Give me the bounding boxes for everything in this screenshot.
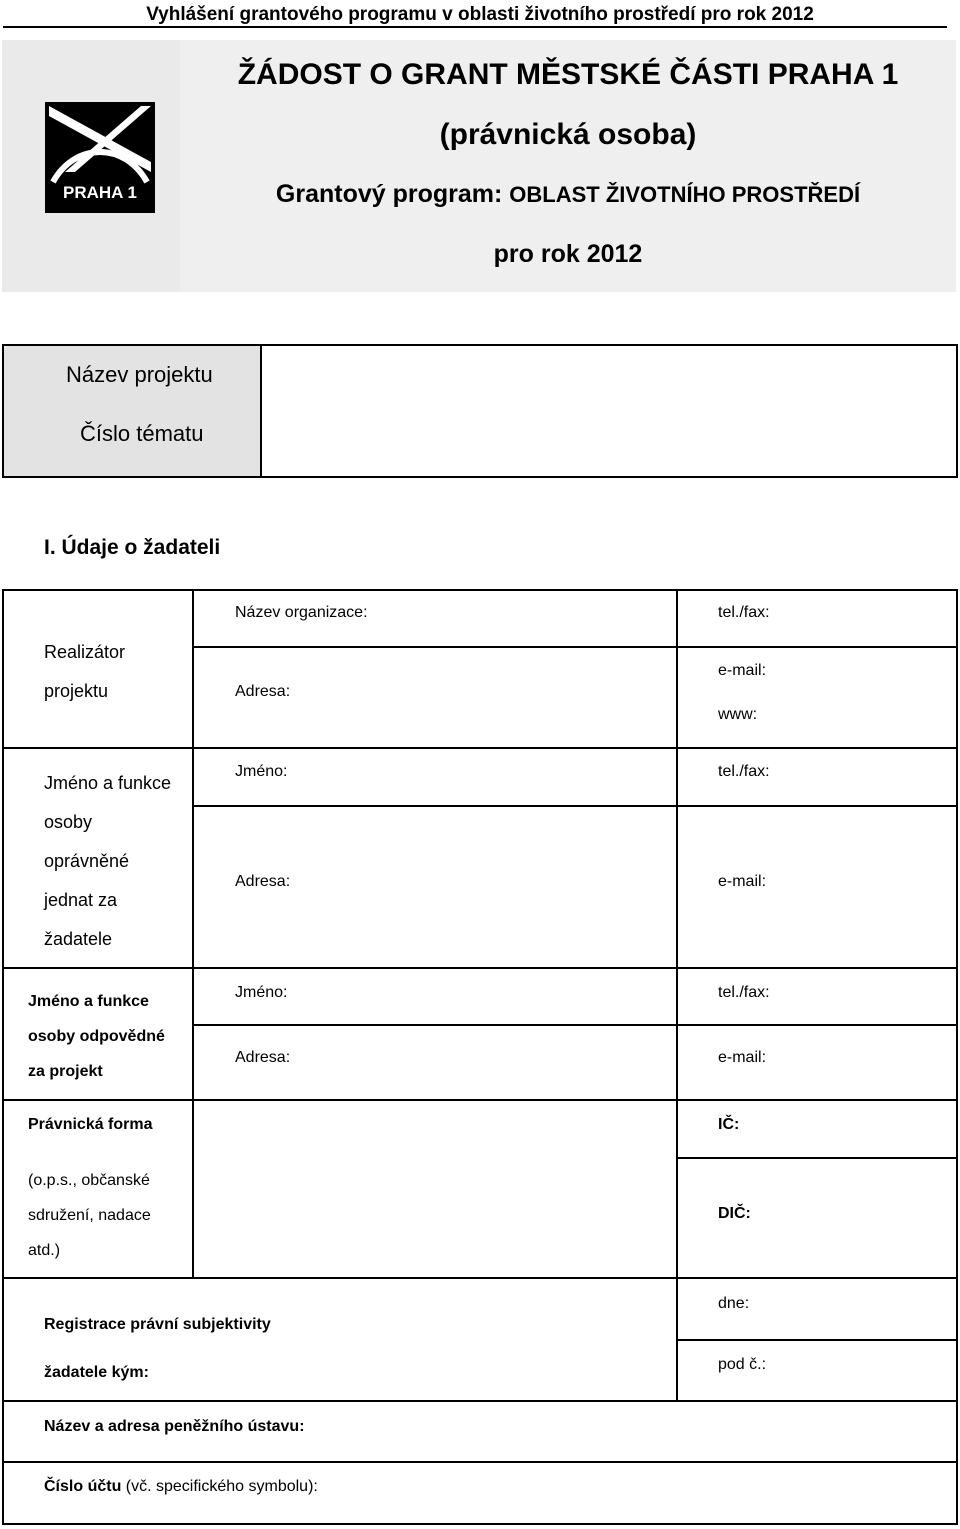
legal-form-label: Právnická forma — [28, 1116, 153, 1133]
responsible-name-label: Jméno: — [235, 984, 288, 1001]
grant-program: Grantový program: OBLAST ŽIVOTNÍHO PROSTŘEDÍ — [275, 180, 861, 208]
authorized-person-label: Jméno a funkce osoby oprávněné jednat za žadatele — [44, 773, 172, 949]
row-divider — [2, 1099, 958, 1101]
registration-number-label: pod č.: — [718, 1356, 767, 1373]
cell-divider — [192, 646, 958, 648]
legal-form-hint: (o.p.s., občanské sdružení, nadace atd.) — [28, 1172, 151, 1259]
registration-label: Registrace právní subjektivity žadatele kým: — [44, 1316, 271, 1381]
row-divider — [2, 1277, 958, 1279]
org-email-label: e-mail: — [718, 662, 767, 679]
project-name-label: Název projektu — [66, 362, 213, 387]
org-www-label: www: — [718, 706, 758, 723]
cell-divider — [676, 1339, 958, 1341]
realizator-label: Realizátor projektu — [44, 642, 126, 701]
header-divider — [3, 26, 947, 28]
responsible-person-label: Jméno a funkce osoby odpovědné za projekt — [28, 993, 165, 1080]
authorized-email-label: e-mail: — [718, 873, 767, 890]
form-title: ŽÁDOST O GRANT MĚSTSKÉ ČÁSTI PRAHA 1 — [237, 58, 899, 91]
responsible-tel-label: tel./fax: — [718, 984, 770, 1001]
authorized-name-label: Jméno: — [235, 763, 288, 780]
col-divider — [192, 589, 194, 1279]
dic-label: DIČ: — [718, 1205, 751, 1222]
cell-divider — [192, 1024, 958, 1026]
row-divider — [2, 967, 958, 969]
authorized-address-label: Adresa: — [235, 873, 291, 890]
project-topic-label: Číslo tématu — [80, 421, 204, 446]
document-header: Vyhlášení grantového programu v oblasti životního prostředí pro rok 2012 — [146, 4, 814, 25]
col-divider — [676, 1099, 678, 1279]
section-heading: I. Údaje o žadateli — [44, 536, 221, 559]
authorized-tel-label: tel./fax: — [718, 763, 770, 780]
org-address-label: Adresa: — [235, 683, 291, 700]
project-name-field[interactable] — [262, 346, 956, 476]
ic-label: IČ: — [718, 1116, 740, 1133]
responsible-address-label: Adresa: — [235, 1049, 291, 1066]
org-name-label: Název organizace: — [235, 604, 368, 621]
bank-name-label: Název a adresa peněžního ústavu: — [44, 1418, 305, 1435]
form-subtitle: (právnická osoba) — [439, 118, 697, 151]
cell-divider — [192, 805, 958, 807]
bank-account-label: Číslo účtu (vč. specifického symbolu): — [44, 1478, 318, 1495]
row-divider — [2, 747, 958, 749]
org-tel-label: tel./fax: — [718, 604, 770, 621]
praha1-logo — [45, 102, 155, 213]
svg-text:PRAHA 1: PRAHA 1 — [63, 183, 137, 202]
cell-divider — [676, 1157, 958, 1159]
registration-date-label: dne: — [718, 1295, 750, 1312]
responsible-email-label: e-mail: — [718, 1049, 767, 1066]
grant-year: pro rok 2012 — [493, 240, 643, 268]
